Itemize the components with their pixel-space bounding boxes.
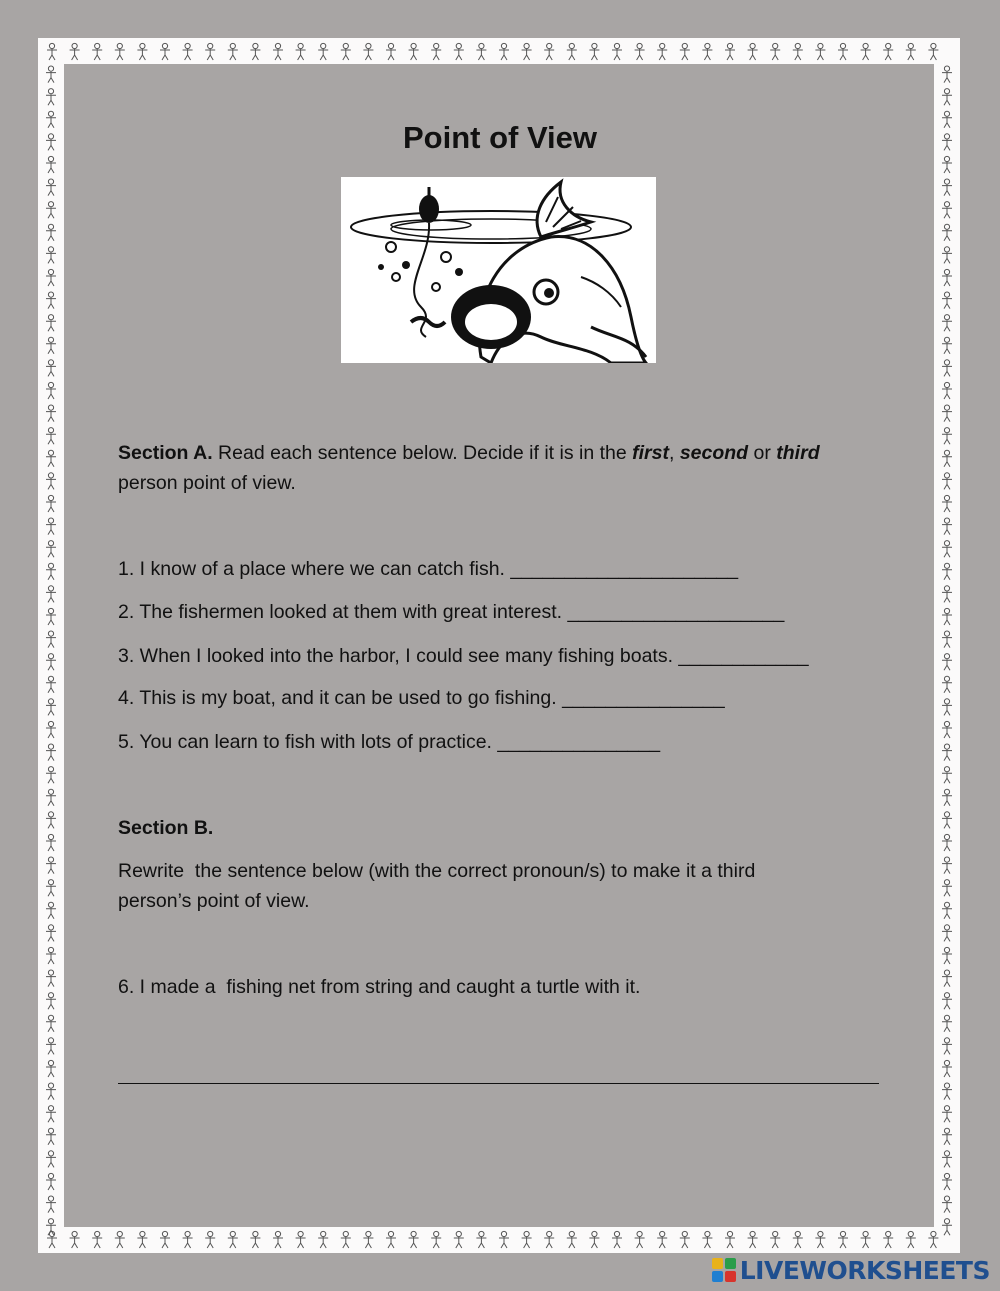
stick-figure-icon: [680, 43, 690, 60]
stick-figure-icon: [838, 1231, 848, 1248]
stick-figure-icon: [70, 43, 80, 60]
section-b-instructions-line2: person’s point of view.: [118, 890, 310, 912]
stick-figure-icon: [46, 812, 56, 829]
stick-figure-icon: [46, 902, 56, 919]
stick-figure-icon: [46, 925, 56, 942]
stick-figure-icon: [476, 1231, 486, 1248]
liveworksheets-logo: [712, 1255, 990, 1285]
stick-figure-icon: [942, 834, 952, 851]
stick-figure-icon: [942, 586, 952, 603]
stick-figure-icon: [942, 156, 952, 173]
keyword-first: first: [632, 442, 669, 464]
liveworksheets-logo-icon: [712, 1258, 736, 1282]
stick-figure-icon: [46, 382, 56, 399]
stick-figure-icon: [363, 1231, 373, 1248]
stick-figure-icon: [942, 292, 952, 309]
section-b-heading: Section B.: [118, 817, 214, 839]
stick-figure-icon: [46, 224, 56, 241]
stick-figure-icon: [942, 247, 952, 264]
stick-figure-icon: [341, 1231, 351, 1248]
stick-figure-icon: [942, 767, 952, 784]
stick-figure-icon: [793, 43, 803, 60]
stick-figure-icon: [318, 43, 328, 60]
stick-figure-icon: [942, 947, 952, 964]
stick-figure-icon: [46, 1083, 56, 1100]
stick-figure-icon: [115, 1231, 125, 1248]
stick-figure-icon: [46, 654, 56, 671]
stick-figure-icon: [793, 1231, 803, 1248]
stick-figure-icon: [942, 699, 952, 716]
stick-figure-icon: [46, 970, 56, 987]
stick-figure-icon: [46, 1128, 56, 1145]
stick-figure-icon: [942, 1015, 952, 1032]
stick-figure-icon: [815, 43, 825, 60]
stick-figure-icon: [838, 43, 848, 60]
stick-figure-icon: [942, 1219, 952, 1236]
stick-figure-icon: [454, 43, 464, 60]
stick-figure-icon: [46, 518, 56, 535]
stick-figure-icon: [431, 43, 441, 60]
stick-figure-icon: [942, 1151, 952, 1168]
question-1[interactable]: 1. I know of a place where we can catch fish. _____________________: [118, 558, 739, 580]
stick-figure-icon: [499, 43, 509, 60]
stick-figure-icon: [183, 1231, 193, 1248]
stick-figure-icon: [928, 1231, 938, 1248]
stick-figure-icon: [46, 405, 56, 422]
stick-figure-icon: [861, 1231, 871, 1248]
stick-figure-icon: [137, 1231, 147, 1248]
stick-figure-icon: [522, 1231, 532, 1248]
stick-figure-icon: [250, 1231, 260, 1248]
stick-figure-icon: [942, 179, 952, 196]
stick-figure-icon: [815, 1231, 825, 1248]
conjunction-or: or: [748, 442, 777, 464]
stick-figure-icon: [589, 43, 599, 60]
stick-figure-icon: [906, 43, 916, 60]
stick-figure-icon: [46, 563, 56, 580]
stick-figure-icon: [46, 495, 56, 512]
stick-figure-icon: [942, 224, 952, 241]
stick-figure-icon: [942, 631, 952, 648]
stick-figure-icon: [942, 269, 952, 286]
stick-figure-icon: [635, 43, 645, 60]
stick-figure-icon: [612, 43, 622, 60]
stick-figure-icon: [702, 43, 712, 60]
section-b-instructions: Rewrite the sentence below (with the correct pronoun/s) to make it a third: [118, 860, 756, 882]
stick-figure-icon: [635, 1231, 645, 1248]
stick-figure-icon: [942, 1173, 952, 1190]
question-6: 6. I made a fishing net from string and caught a turtle with it.: [118, 976, 641, 998]
stick-figure-icon: [318, 1231, 328, 1248]
stick-figure-icon: [454, 1231, 464, 1248]
stick-figure-icon: [942, 1060, 952, 1077]
stick-figure-icon: [46, 1015, 56, 1032]
stick-figure-icon: [476, 43, 486, 60]
stick-figure-icon: [228, 43, 238, 60]
question-5[interactable]: 5. You can learn to fish with lots of practice. _______________: [118, 731, 661, 753]
stick-figure-icon: [657, 43, 667, 60]
stick-figure-icon: [46, 947, 56, 964]
stick-figure-icon: [702, 1231, 712, 1248]
stick-figure-icon: [46, 202, 56, 219]
stick-figure-icon: [928, 43, 938, 60]
stick-figure-icon: [409, 43, 419, 60]
stick-figure-icon: [544, 43, 554, 60]
keyword-third: third: [776, 442, 820, 464]
stick-figure-icon: [46, 721, 56, 738]
section-a-instructions: [118, 438, 820, 468]
stick-figure-icon: [942, 518, 952, 535]
stick-figure-icon: [567, 1231, 577, 1248]
stick-figure-icon: [46, 1106, 56, 1123]
stick-figure-icon: [205, 1231, 215, 1248]
section-a-heading: Section A.: [118, 442, 213, 464]
stick-figure-icon: [46, 1151, 56, 1168]
stick-figure-icon: [942, 473, 952, 490]
stick-figure-icon: [341, 43, 351, 60]
stick-figure-icon: [46, 1038, 56, 1055]
stick-figure-icon: [522, 43, 532, 60]
stick-figure-icon: [228, 1231, 238, 1248]
stick-figure-icon: [363, 43, 373, 60]
stick-figure-icon: [770, 43, 780, 60]
stick-figure-icon: [70, 1231, 80, 1248]
stick-figure-icon: [942, 428, 952, 445]
stick-figure-icon: [46, 156, 56, 173]
instruction-text: Read each sentence below. Decide if it is in the: [212, 442, 633, 464]
stick-figure-icon: [386, 43, 396, 60]
stick-figure-icon: [861, 43, 871, 60]
stick-figure-icon: [942, 993, 952, 1010]
stick-figure-icon: [589, 1231, 599, 1248]
comma: ,: [668, 442, 675, 464]
stick-figure-icon: [46, 586, 56, 603]
stick-figure-icon: [46, 292, 56, 309]
stick-figure-icon: [942, 495, 952, 512]
stick-figure-icon: [942, 202, 952, 219]
stick-figure-icon: [942, 744, 952, 761]
stick-figure-icon: [46, 699, 56, 716]
stick-figure-icon: [942, 654, 952, 671]
stick-figure-icon: [46, 337, 56, 354]
stick-figure-icon: [47, 43, 57, 60]
stick-figure-icon: [46, 247, 56, 264]
stick-figure-icon: [46, 880, 56, 897]
stick-figure-icon: [942, 382, 952, 399]
stick-figure-icon: [942, 608, 952, 625]
stick-figure-icon: [92, 1231, 102, 1248]
stick-figure-icon: [942, 857, 952, 874]
stick-figure-icon: [906, 1231, 916, 1248]
stick-figure-icon: [46, 993, 56, 1010]
stick-figure-icon: [183, 43, 193, 60]
question-4[interactable]: 4. This is my boat, and it can be used to go fishing. _______________: [118, 687, 725, 709]
stick-figure-icon: [942, 676, 952, 693]
stick-figure-icon: [296, 1231, 306, 1248]
stick-figure-icon: [942, 541, 952, 558]
stick-figure-icon: [942, 89, 952, 106]
stick-figure-icon: [409, 1231, 419, 1248]
stick-figure-icon: [680, 1231, 690, 1248]
stick-figure-icon: [160, 1231, 170, 1248]
stick-figure-icon: [942, 789, 952, 806]
stick-figure-icon: [942, 66, 952, 83]
stick-figure-icon: [46, 269, 56, 286]
stick-figure-icon: [273, 1231, 283, 1248]
stick-figure-icon: [46, 676, 56, 693]
stick-figure-icon: [942, 1196, 952, 1213]
stick-figure-icon: [46, 1060, 56, 1077]
stick-figure-icon: [46, 1196, 56, 1213]
fish-hook-illustration: [341, 177, 656, 363]
stick-figure-icon: [942, 721, 952, 738]
stick-figure-icon: [770, 1231, 780, 1248]
stick-figure-icon: [942, 405, 952, 422]
stick-figure-icon: [942, 925, 952, 942]
stick-figure-icon: [46, 744, 56, 761]
stick-figure-icon: [942, 360, 952, 377]
stick-figure-icon: [748, 1231, 758, 1248]
stick-figure-icon: [46, 541, 56, 558]
stick-figure-icon: [92, 43, 102, 60]
question-2[interactable]: 2. The fishermen looked at them with great interest. ____________________: [118, 601, 785, 623]
stick-figure-icon: [567, 43, 577, 60]
stick-figure-icon: [115, 43, 125, 60]
stick-figure-icon: [205, 43, 215, 60]
stick-figure-icon: [46, 608, 56, 625]
stick-figure-icon: [942, 1128, 952, 1145]
stick-figure-icon: [942, 1083, 952, 1100]
stick-figure-icon: [942, 880, 952, 897]
stick-figure-icon: [46, 315, 56, 332]
stick-figure-icon: [46, 89, 56, 106]
stick-figure-icon: [46, 767, 56, 784]
stick-figure-icon: [942, 1106, 952, 1123]
stick-figure-icon: [544, 1231, 554, 1248]
stick-figure-icon: [160, 43, 170, 60]
stick-figure-icon: [725, 1231, 735, 1248]
stick-figure-icon: [883, 43, 893, 60]
stick-figure-icon: [431, 1231, 441, 1248]
section-a-instructions-line2: person point of view.: [118, 472, 296, 494]
stick-figure-icon: [46, 857, 56, 874]
stick-figure-icon: [942, 450, 952, 467]
page-title: Point of View: [402, 120, 598, 155]
stick-figure-icon: [46, 428, 56, 445]
stick-figure-icon: [46, 450, 56, 467]
stick-figure-icon: [296, 43, 306, 60]
stick-figure-icon: [612, 1231, 622, 1248]
stick-figure-icon: [46, 1173, 56, 1190]
stick-figure-icon: [883, 1231, 893, 1248]
stick-figure-icon: [499, 1231, 509, 1248]
stick-figure-icon: [942, 563, 952, 580]
stick-figure-icon: [46, 631, 56, 648]
stick-figure-icon: [46, 834, 56, 851]
stick-figure-icon: [46, 179, 56, 196]
stick-figure-icon: [942, 1038, 952, 1055]
stick-figure-icon: [942, 902, 952, 919]
stick-figure-icon: [137, 43, 147, 60]
stick-figure-icon: [748, 43, 758, 60]
stick-figure-icon: [942, 970, 952, 987]
stick-figure-icon: [942, 337, 952, 354]
stick-figure-icon: [46, 66, 56, 83]
stick-figure-icon: [46, 360, 56, 377]
stick-figure-icon: [386, 1231, 396, 1248]
stick-figure-icon: [250, 43, 260, 60]
stick-figure-icon: [657, 1231, 667, 1248]
brand-name: LIVEWORKSHEETS: [739, 1255, 990, 1285]
stick-figure-icon: [942, 315, 952, 332]
stick-figure-icon: [942, 812, 952, 829]
stick-figure-icon: [46, 789, 56, 806]
stick-figure-icon: [273, 43, 283, 60]
stick-figure-icon: [725, 43, 735, 60]
answer-line[interactable]: [118, 1083, 879, 1084]
question-3[interactable]: 3. When I looked into the harbor, I could see many fishing boats. ____________: [118, 645, 809, 667]
stick-figure-icon: [46, 473, 56, 490]
keyword-second: second: [679, 442, 749, 464]
